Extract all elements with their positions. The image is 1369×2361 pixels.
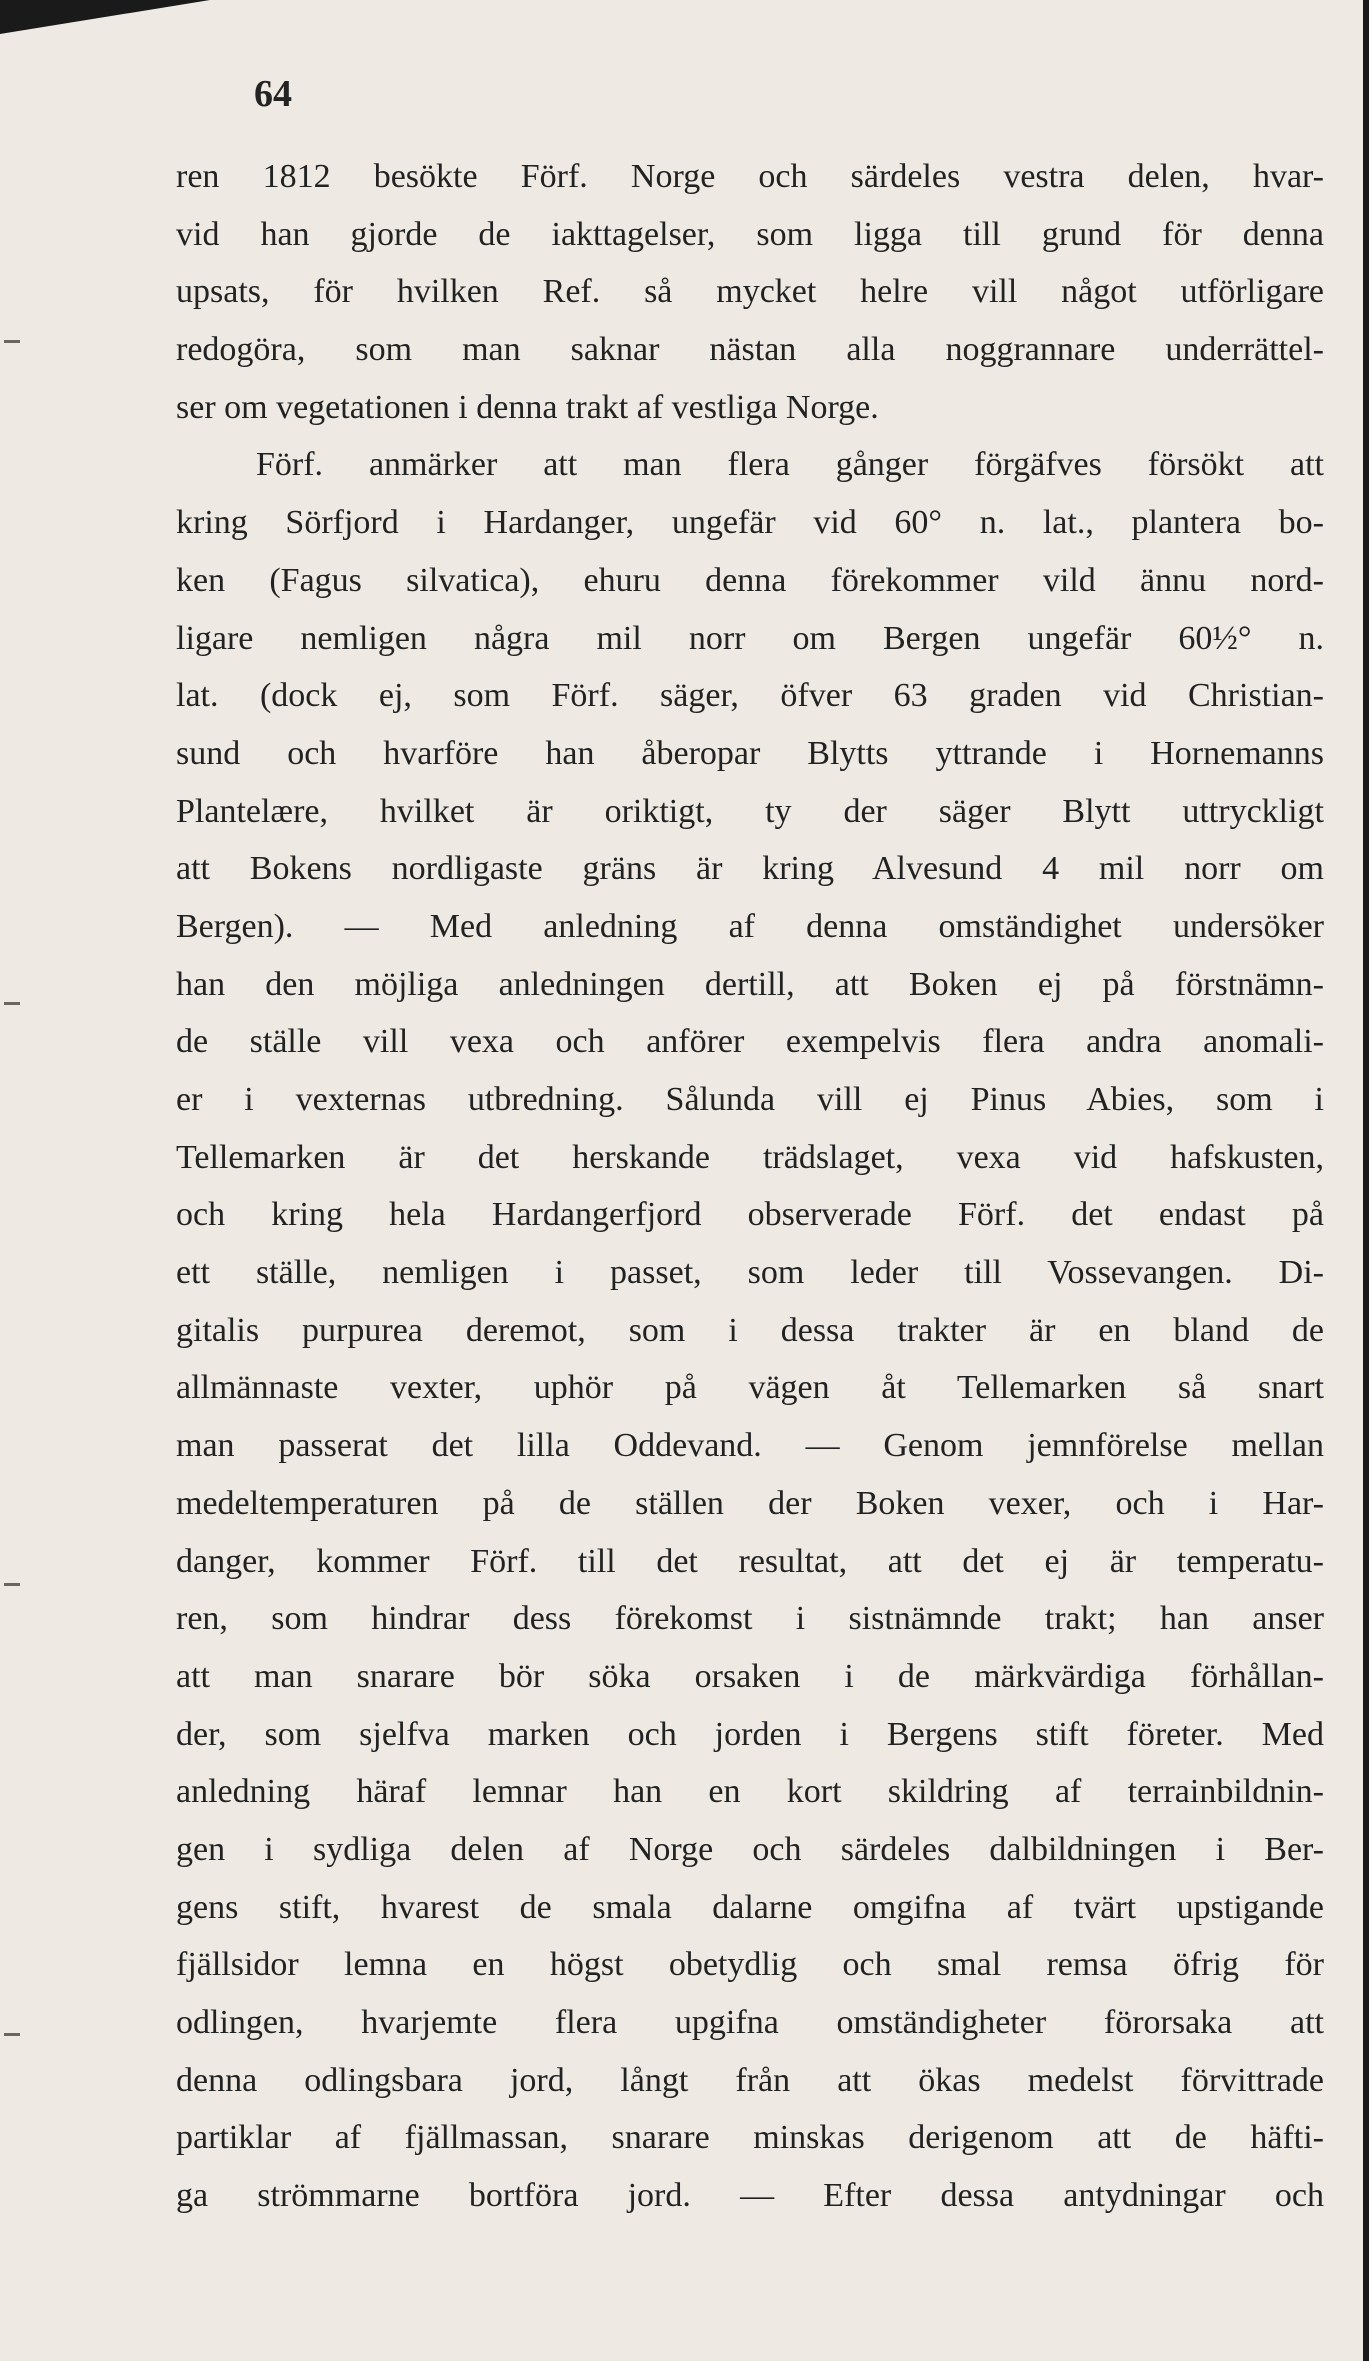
text-line: Bergen). — Med anledning af denna omständighet undersöker	[176, 907, 1324, 945]
text-line: ser om vegetationen i denna trakt af vestliga Norge.	[176, 388, 879, 426]
text-line: och kring hela Hardangerfjord observerade Förf. det endast på	[176, 1196, 1324, 1234]
text-line: ett ställe, nemligen i passet, som leder till Vossevangen. Di-	[176, 1254, 1324, 1292]
text-line: vid han gjorde de iakttagelser, som ligga till grund för denna	[176, 215, 1324, 253]
text-line: att man snarare bör söka orsaken i de märkvärdiga förhållan-	[176, 1657, 1324, 1695]
text-line: Plantelære, hvilket är oriktigt, ty der säger Blytt uttryckligt	[176, 792, 1324, 830]
margin-mark	[4, 1002, 20, 1005]
text-line: man passerat det lilla Oddevand. — Genom jemnförelse mellan	[176, 1427, 1324, 1465]
text-line: ren, som hindrar dess förekomst i sistnämnde trakt; han anser	[176, 1600, 1324, 1638]
text-line: medeltemperaturen på de ställen der Boken vexer, och i Har-	[176, 1484, 1324, 1522]
text-line: partiklar af fjällmassan, snarare minskas derigenom att de häfti-	[176, 2119, 1324, 2157]
text-line: anledning häraf lemnar han en kort skildring af terrainbildnin-	[176, 1773, 1324, 1811]
page-number: 64	[254, 73, 292, 115]
text-line: er i vexternas utbredning. Sålunda vill ej Pinus Abies, som i	[176, 1081, 1324, 1118]
text-line: der, som sjelfva marken och jorden i Bergens stift företer. Med	[176, 1715, 1324, 1753]
text-line: att Bokens nordligaste gräns är kring Alvesund 4 mil norr om	[176, 850, 1324, 888]
text-line: gen i sydliga delen af Norge och särdeles dalbildningen i Ber-	[176, 1830, 1324, 1868]
text-line: ren 1812 besökte Förf. Norge och särdeles vestra delen, hvar-	[176, 158, 1324, 195]
text-line: lat. (dock ej, som Förf. säger, öfver 63 graden vid Christian-	[176, 677, 1324, 715]
text-line: han den möjliga anledningen dertill, att Boken ej på förstnämn-	[176, 965, 1324, 1003]
text-line: gitalis purpurea deremot, som i dessa trakter är en bland de	[176, 1311, 1324, 1349]
text-line: sund och hvarföre han åberopar Blytts yttrande i Hornemanns	[176, 734, 1324, 772]
text-line: allmännaste vexter, uphör på vägen åt Tellemarken så snart	[176, 1369, 1324, 1407]
text-line: danger, kommer Förf. till det resultat, att det ej är temperatu-	[176, 1542, 1324, 1580]
text-line: ga strömmarne bortföra jord. — Efter dessa antydningar och	[176, 2177, 1324, 2215]
text-line: ligare nemligen några mil norr om Bergen ungefär 60½° n.	[176, 619, 1324, 657]
scan-shadow-edge	[1363, 0, 1369, 2361]
text-line: redogöra, som man saknar nästan alla noggrannare underrättel-	[176, 331, 1324, 369]
scan-shadow-corner	[0, 0, 210, 34]
text-line: Tellemarken är det herskande trädslaget, vexa vid hafskusten,	[176, 1138, 1324, 1176]
text-line: de ställe vill vexa och anförer exempelvis flera andra anomali-	[176, 1023, 1324, 1061]
text-line: upsats, för hvilken Ref. så mycket helre vill något utförligare	[176, 273, 1324, 311]
text-line: ken (Fagus silvatica), ehuru denna förekommer vild ännu nord-	[176, 561, 1324, 599]
text-line: fjällsidor lemna en högst obetydlig och smal remsa öfrig för	[176, 1946, 1324, 1984]
margin-mark	[4, 1583, 20, 1586]
text-line: odlingen, hvarjemte flera upgifna omständigheter förorsaka att	[176, 2004, 1324, 2041]
body-text	[176, 148, 1324, 2225]
margin-mark	[4, 2033, 20, 2036]
text-line: gens stift, hvarest de smala dalarne omgifna af tvärt upstigande	[176, 1888, 1324, 1926]
text-line: Förf. anmärker att man flera gånger förgäfves försökt att	[256, 446, 1324, 484]
text-line: kring Sörfjord i Hardanger, ungefär vid 60° n. lat., plantera bo-	[176, 504, 1324, 542]
margin-mark	[4, 340, 20, 343]
text-line: denna odlingsbara jord, långt från att ökas medelst förvittrade	[176, 2061, 1324, 2099]
